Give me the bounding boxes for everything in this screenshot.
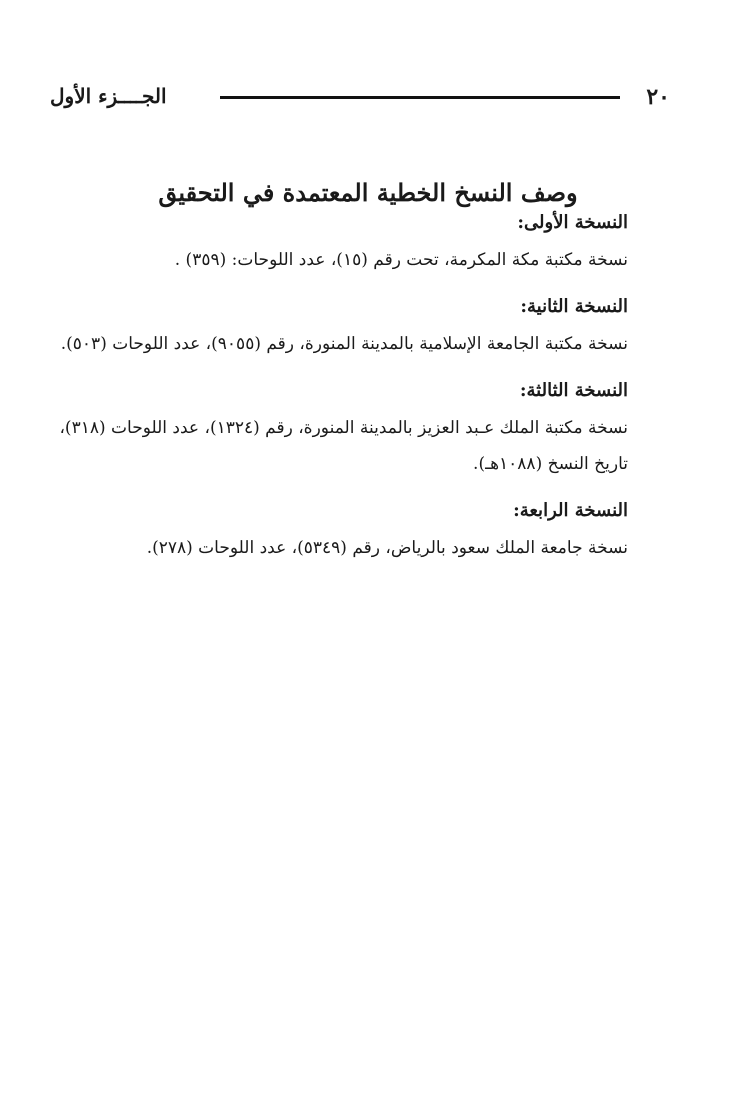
copy-description [38,242,628,278]
copy-description [38,410,628,482]
copy-title: النسخة الأولى: [517,212,628,233]
copy-description [38,530,628,566]
manuscripts-list [38,210,628,582]
manuscript-copy-1 [38,210,628,278]
header-rule [220,96,620,99]
copy-description [38,326,628,362]
part-title: الجــــزء الأول [50,84,167,108]
page-header [50,80,670,116]
section-title: وصف النسخ الخطية المعتمدة في التحقيق [158,178,578,208]
copy-title: النسخة الثالثة: [519,380,628,401]
manuscript-copy-2 [38,294,628,362]
manuscript-copy-3 [38,378,628,482]
copy-title: النسخة الثانية: [520,296,628,317]
copy-line: نسخة مكتبة الملك عـبد العزيز بالمدينة المنورة، رقم (١٣٢٤)، عدد اللوحات (٣١٨)، [59,418,628,438]
copy-line: تاريخ النسخ (١٠٨٨هـ). [473,454,628,474]
page-number: ٢٠ [646,84,670,110]
copy-title: النسخة الرابعة: [513,500,628,521]
manuscript-copy-4 [38,498,628,566]
copy-line: نسخة مكتبة مكة المكرمة، تحت رقم (١٥)، عدد اللوحات: (٣٥٩) . [174,250,628,270]
copy-line: نسخة مكتبة الجامعة الإسلامية بالمدينة المنورة، رقم (٩٠٥٥)، عدد اللوحات (٥٠٣). [60,334,628,354]
copy-line: نسخة جامعة الملك سعود بالرياض، رقم (٥٣٤٩)، عدد اللوحات (٢٧٨). [146,538,628,558]
